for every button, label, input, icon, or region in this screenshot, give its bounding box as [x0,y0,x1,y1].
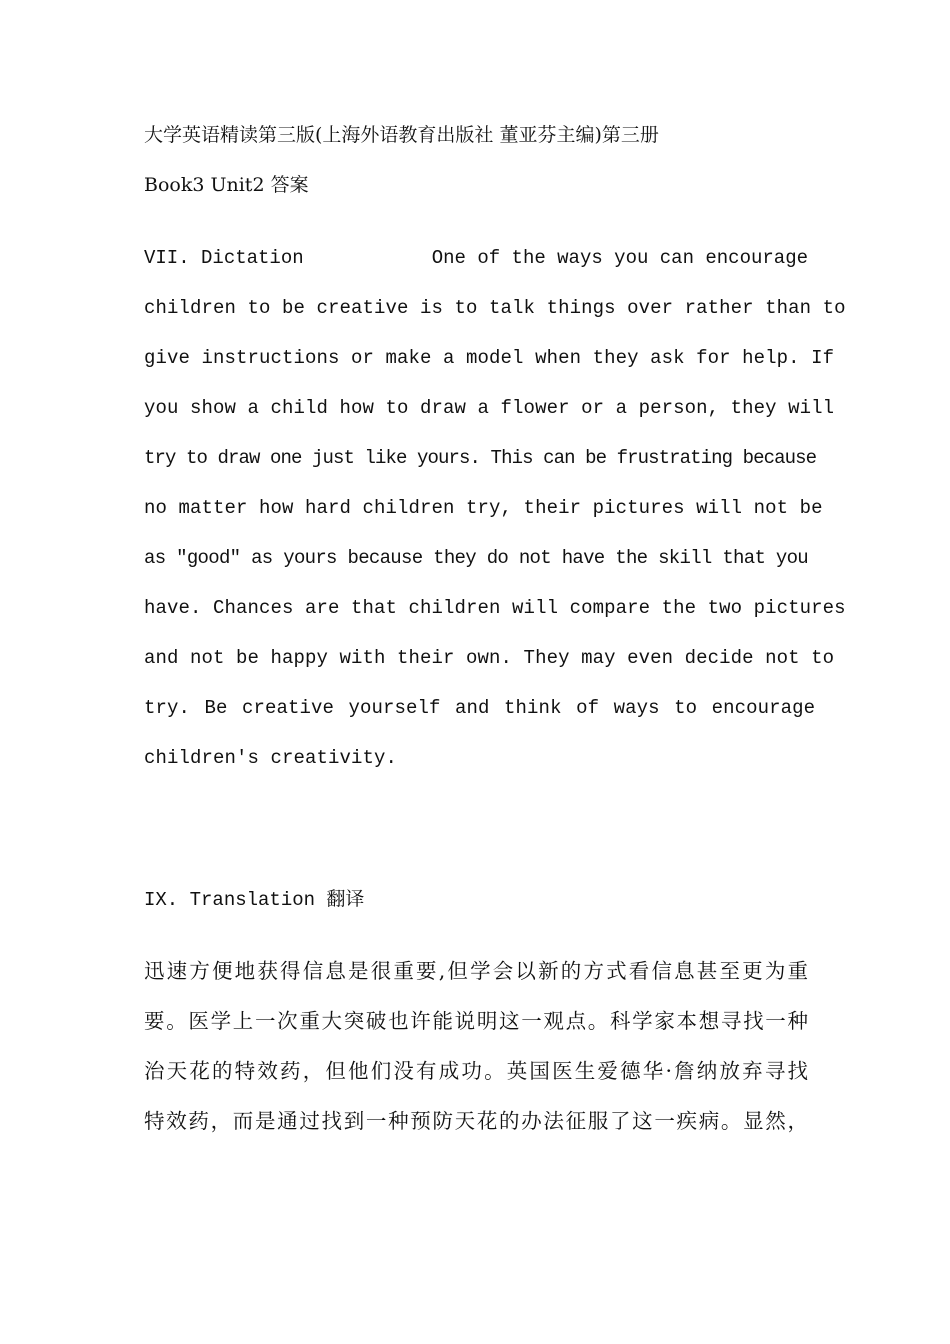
dictation-first-line [144,243,808,293]
document-title [144,120,808,200]
dictation-line-1: One of the ways you can encourage [431,247,808,269]
translation-line-3: 治天花的特效药，但他们没有成功。英国医生爱德华·詹纳放弃寻找 [144,1059,808,1083]
dictation-line-7: as "good" as yours because they do not have the skill that you [144,547,808,569]
translation-text [144,956,808,1156]
dictation-line-3: give instructions or make a model when they ask for help. If [144,347,835,369]
dictation-heading: VII. Dictation [144,247,304,269]
dictation-line-6: no matter how hard children try, their pictures will not be [144,497,823,519]
title-line-1: 大学英语精读第三版(上海外语教育出版社 董亚芬主编)第三册 [144,124,659,146]
translation-line-1: 迅速方便地获得信息是很重要,但学会以新的方式看信息甚至更为重 [144,959,808,983]
translation-line-2: 要。医学上一次重大突破也许能说明这一观点。科学家本想寻找一种 [144,1009,808,1033]
dictation-section [144,243,846,793]
dictation-line-8: have. Chances are that children will compare the two pictures [144,597,846,619]
dictation-line-2: children to be creative is to talk things over rather than to [144,297,846,319]
dictation-line-9: and not be happy with their own. They may even decide not to [144,647,835,669]
dictation-line-5: try to draw one just like yours. This can be frustrating because [144,447,817,469]
translation-line-4: 特效药，而是通过找到一种预防天花的办法征服了这一疾病。显然， [144,1109,808,1133]
dictation-line-10: try. Be creative yourself and think of ways to encourage [144,697,816,719]
dictation-line-4: you show a child how to draw a flower or a person, they will [144,397,835,419]
translation-section [144,885,808,915]
dictation-line-11: children's creativity. [144,747,398,769]
translation-heading: IX. Translation 翻译 [144,889,365,911]
title-line-2: Book3 Unit2 答案 [144,174,309,196]
